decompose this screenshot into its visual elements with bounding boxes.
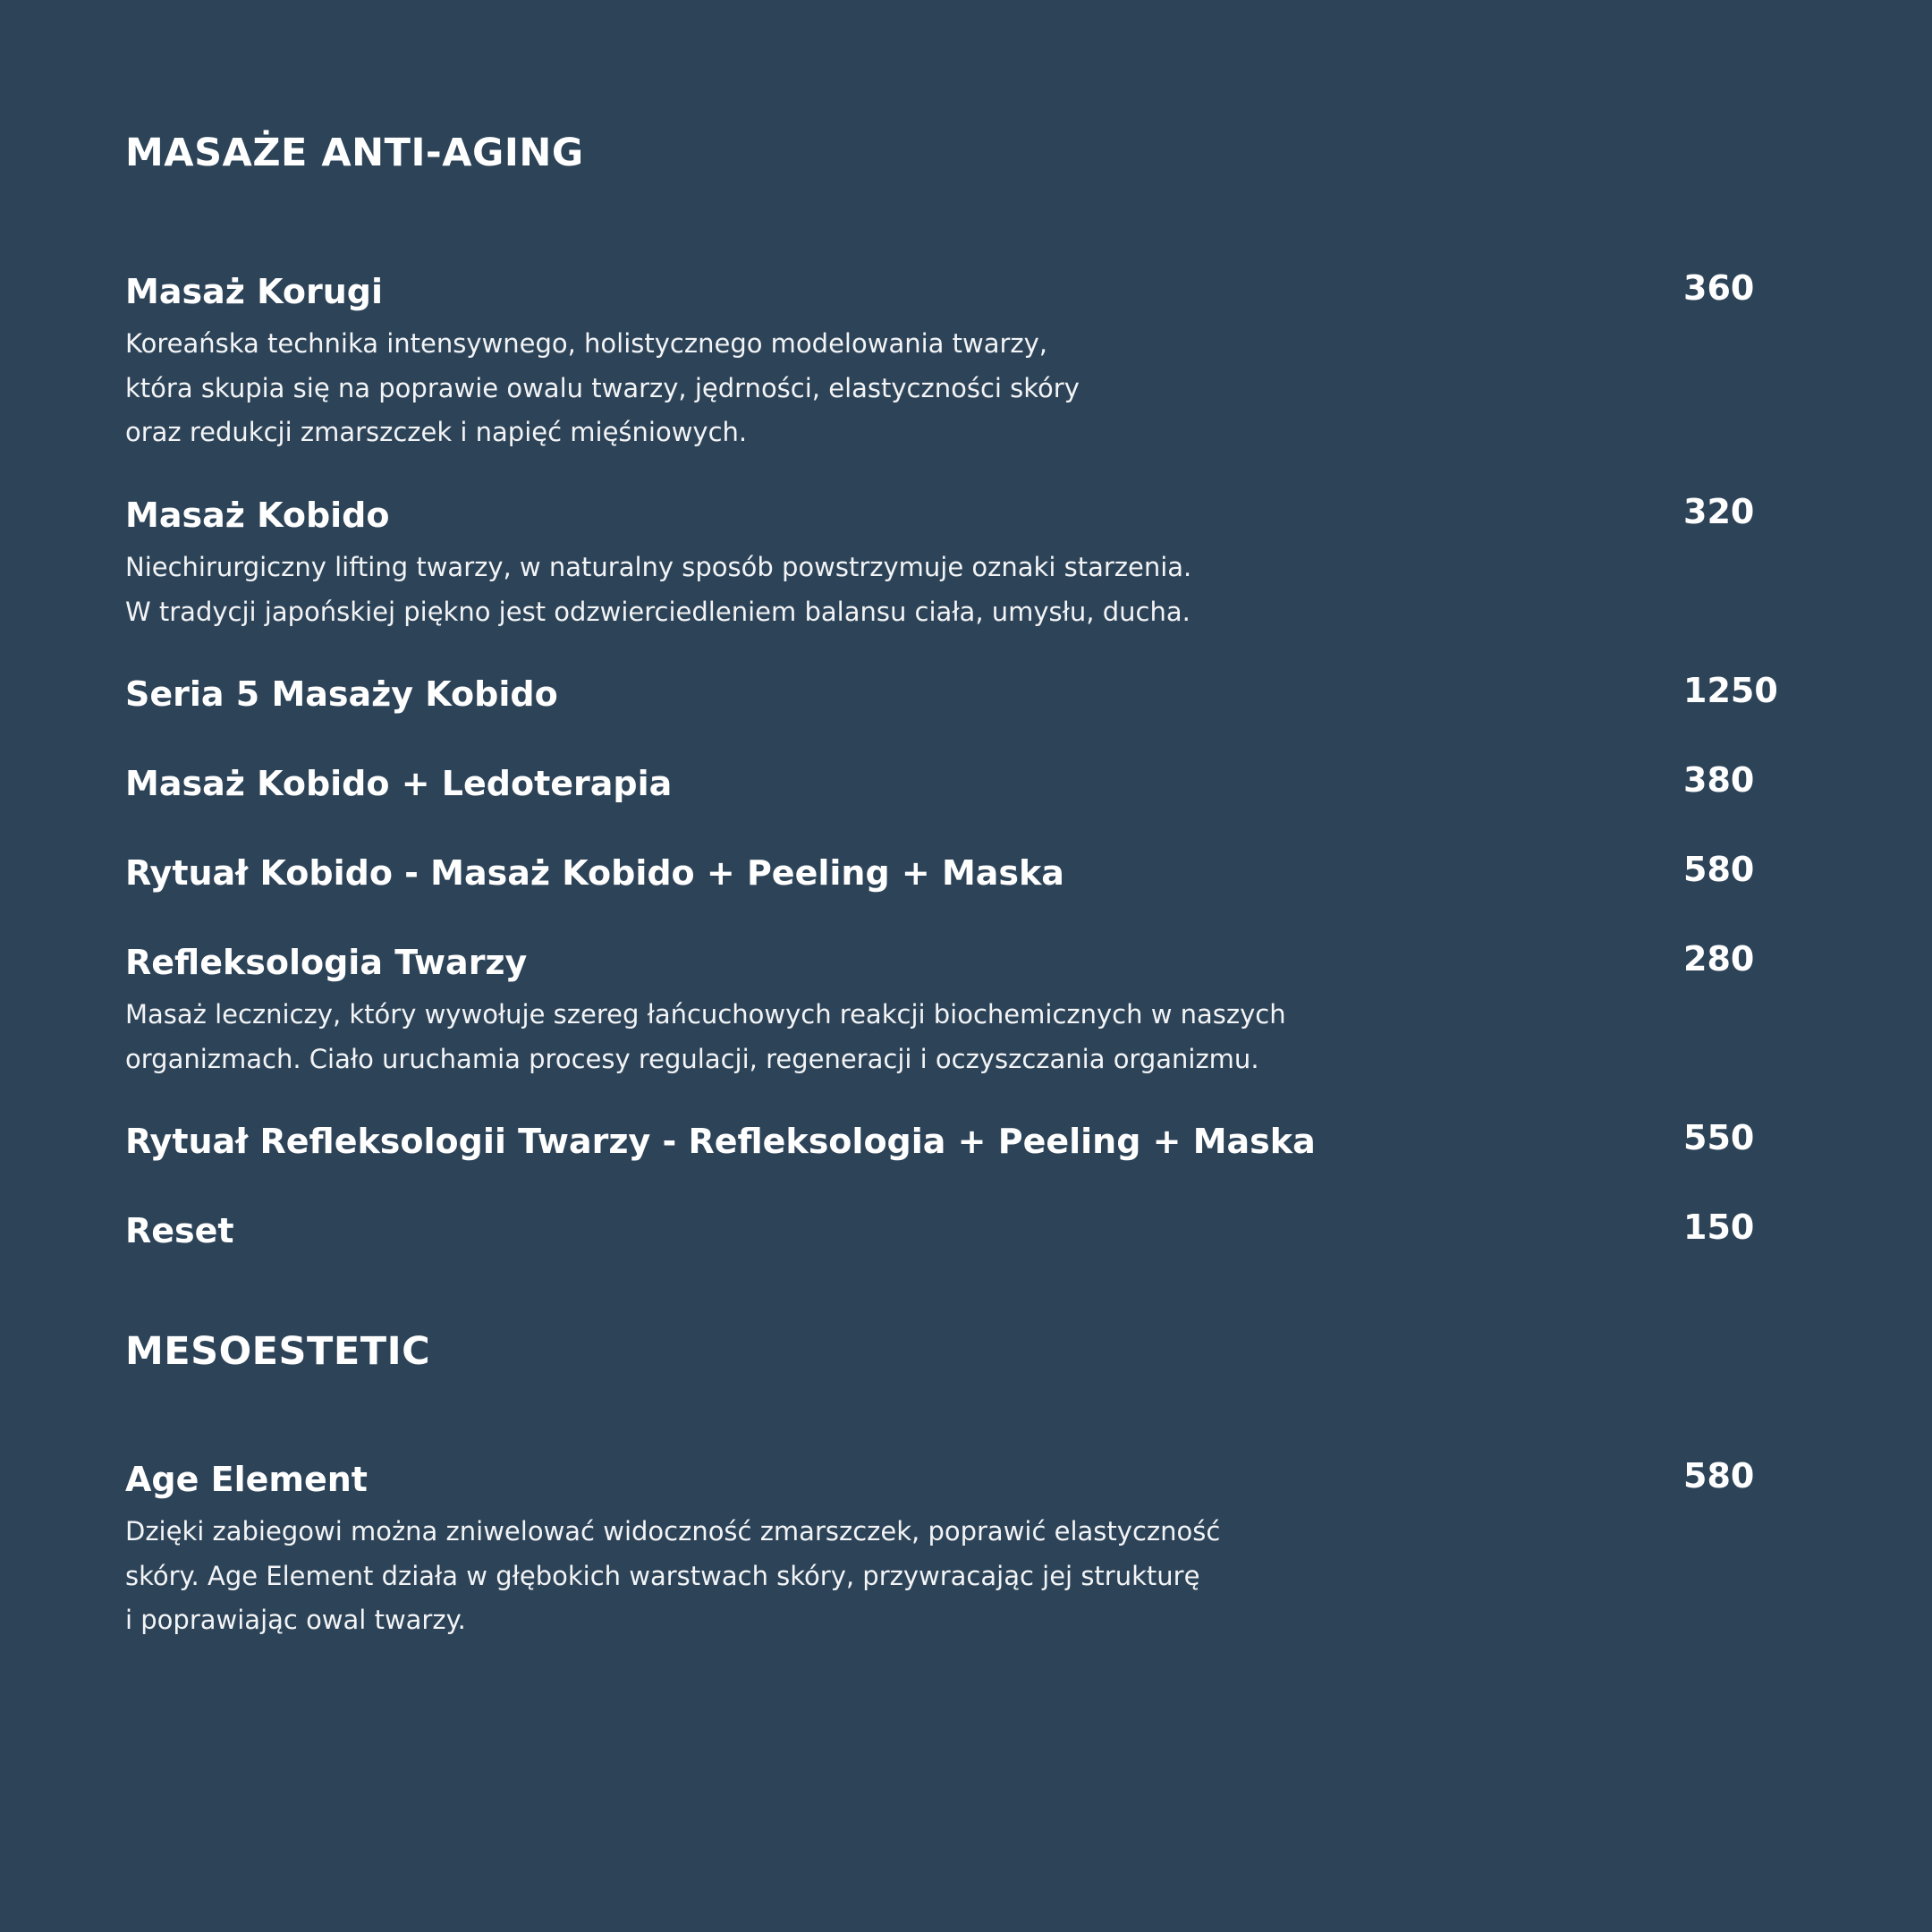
description-line: W tradycji japońskiej piękno jest odzwierciedleniem balansu ciała, umysłu, ducha.	[125, 596, 1191, 627]
service-price: 150	[1683, 1208, 1755, 1247]
section-heading-mesoestetic: MESOESTETIC	[125, 1329, 431, 1374]
description-line: Koreańska technika intensywnego, holistycznego modelowania twarzy,	[125, 328, 1048, 359]
service-description	[125, 993, 1286, 1081]
description-line: skóry. Age Element działa w głębokich warstwach skóry, przywracając jej strukturę	[125, 1560, 1200, 1591]
service-name: Rytuał Refleksologii Twarzy - Refleksologia + Peeling + Maska	[125, 1122, 1316, 1161]
service-name: Age Element	[125, 1460, 368, 1499]
service-name: Rytuał Kobido - Masaż Kobido + Peeling + Maska	[125, 853, 1064, 893]
description-line: oraz redukcji zmarszczek i napięć mięśniowych.	[125, 417, 748, 447]
service-price: 580	[1683, 850, 1755, 889]
service-name: Reset	[125, 1211, 234, 1250]
service-price: 580	[1683, 1456, 1755, 1496]
service-price: 380	[1683, 760, 1755, 800]
service-name: Masaż Kobido + Ledoterapia	[125, 764, 673, 803]
description-line: Masaż leczniczy, który wywołuje szereg łańcuchowych reakcji biochemicznych w naszych	[125, 999, 1286, 1030]
section-heading-anti-aging: MASAŻE ANTI-AGING	[125, 131, 584, 175]
service-price: 550	[1683, 1118, 1755, 1157]
service-name: Masaż Korugi	[125, 272, 383, 311]
service-price: 280	[1683, 939, 1755, 979]
description-line: organizmach. Ciało uruchamia procesy regulacji, regeneracji i oczyszczania organizmu.	[125, 1043, 1259, 1074]
description-line: Dzięki zabiegowi można zniwelować widoczność zmarszczek, poprawić elastyczność	[125, 1516, 1221, 1546]
service-name: Refleksologia Twarzy	[125, 943, 528, 982]
service-name: Masaż Kobido	[125, 496, 390, 535]
service-description	[125, 546, 1191, 634]
service-price: 1250	[1683, 671, 1778, 710]
service-price: 320	[1683, 492, 1755, 531]
description-line: Niechirurgiczny lifting twarzy, w naturalny sposób powstrzymuje oznaki starzenia.	[125, 552, 1192, 582]
service-description	[125, 1510, 1220, 1643]
description-line: która skupia się na poprawie owalu twarzy, jędrności, elastyczności skóry	[125, 372, 1080, 403]
service-description	[125, 322, 1080, 455]
service-price: 360	[1683, 268, 1755, 308]
service-name: Seria 5 Masaży Kobido	[125, 674, 558, 714]
description-line: i poprawiając owal twarzy.	[125, 1605, 466, 1635]
